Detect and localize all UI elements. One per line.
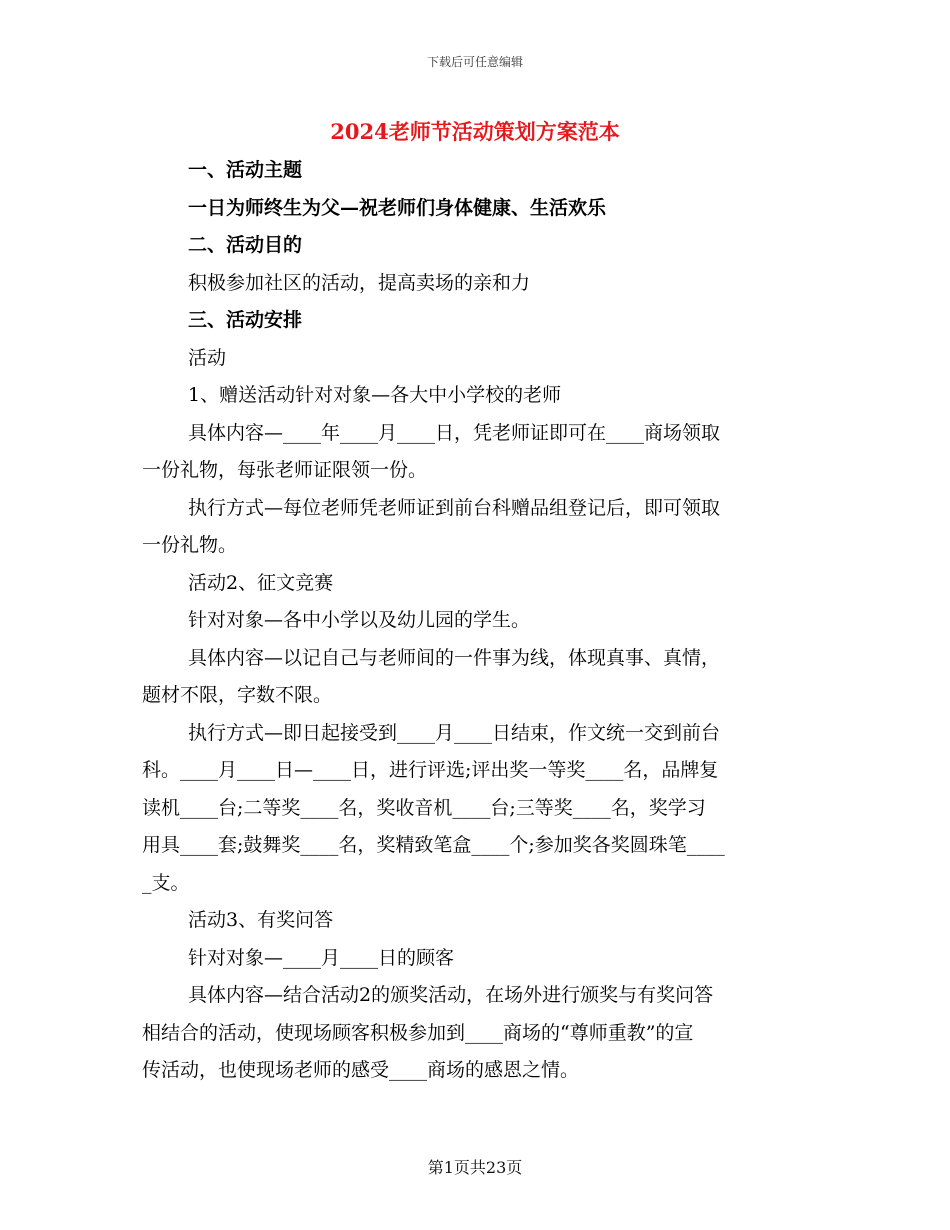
- body-text-line: 读机____台;二等奖____名，奖收音机____台;三等奖____名，奖学习: [142, 796, 706, 819]
- document-title: 2024老师节活动策划方案范本: [330, 119, 620, 144]
- section-heading: 一、活动主题: [188, 159, 303, 181]
- body-text-line: 相结合的活动，使现场顾客积极参加到____商场的“尊师重教”的宣: [142, 1021, 694, 1044]
- page-footer: 第1页共23页: [427, 1158, 523, 1177]
- section-heading: 一日为师终生为父—祝老师们身体健康、生活欢乐: [188, 196, 607, 219]
- body-text-line: 一份礼物。: [142, 534, 238, 556]
- section-heading: 三、活动安排: [188, 309, 303, 331]
- body-text-line: 针对对象—____月____日的顾客: [188, 946, 455, 969]
- body-text-line: 活动: [188, 346, 227, 369]
- body-text-line: 积极参加社区的活动，提高卖场的亲和力: [188, 271, 531, 294]
- body-text-line: 针对对象—各中小学以及幼儿园的学生。: [188, 609, 531, 631]
- document-body: [142, 152, 808, 1090]
- body-text-line: 执行方式—即日起接受到____月____日结束，作文统一交到前台: [188, 721, 721, 744]
- body-text-line: _支。: [142, 871, 190, 894]
- body-text-line: 执行方式—每位老师凭老师证到前台科赠品组登记后，即可领取: [188, 496, 721, 519]
- section-heading: 二、活动目的: [188, 234, 303, 256]
- body-text-line: 1、赠送活动针对对象—各大中小学校的老师: [188, 384, 562, 406]
- body-text-line: 传活动，也使现场老师的感受____商场的感恩之情。: [142, 1059, 580, 1081]
- body-text-line: 用具____套;鼓舞奖____名，奖精致笔盒____个;参加奖各奖圆珠笔____: [142, 834, 725, 856]
- page-header: 下载后可任意编辑: [426, 55, 523, 69]
- body-text-line: 一份礼物，每张老师证限领一份。: [142, 459, 428, 481]
- body-text-line: 活动2、征文竞赛: [188, 571, 334, 594]
- body-text-line: 具体内容—结合活动2的颁奖活动，在场外进行颁奖与有奖问答: [188, 984, 714, 1006]
- body-text-line: 科。____月____日—____日，进行评选;评出奖一等奖____名，品牌复: [142, 759, 719, 781]
- body-text-line: 题材不限，字数不限。: [142, 684, 333, 706]
- body-text-line: 活动3、有奖问答: [188, 909, 334, 931]
- body-text-line: 具体内容—以记自己与老师间的一件事为线，体现真事、真情，: [188, 646, 721, 669]
- body-text-line: 具体内容—____年____月____日，凭老师证即可在____商场领取: [188, 421, 721, 444]
